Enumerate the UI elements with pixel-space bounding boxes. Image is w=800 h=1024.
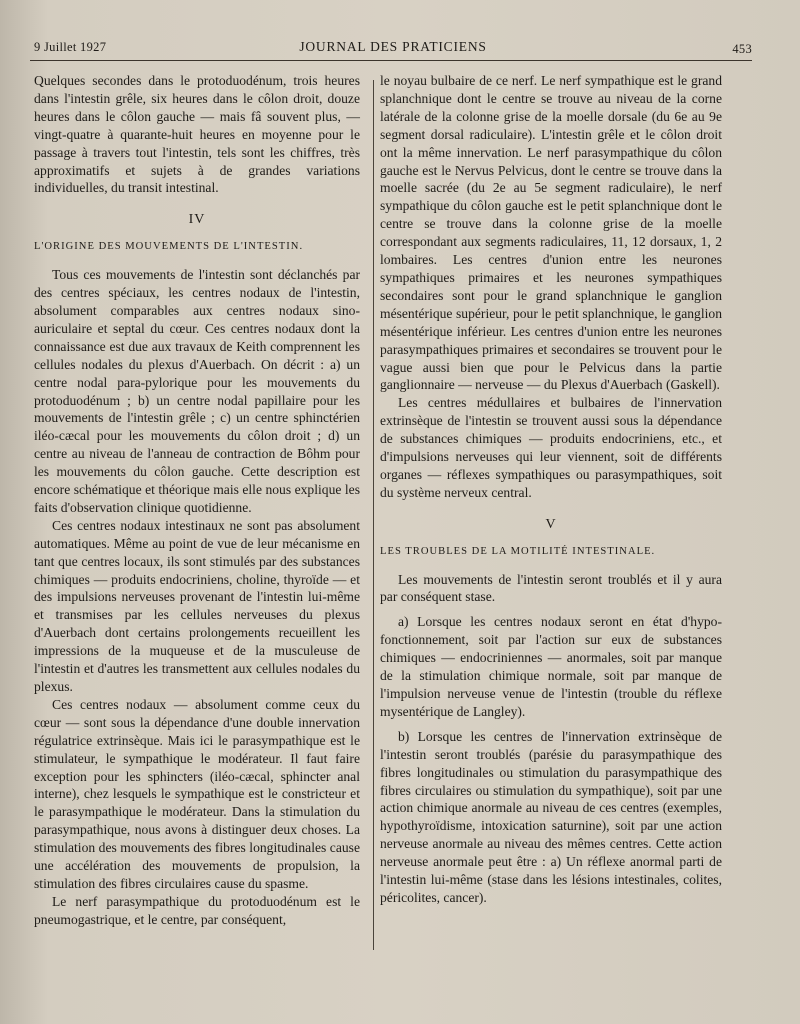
- paragraph: Ces centres nodaux — absolument comme ceux du cœur — sont sous la dépendance d'une double innervation régulatrice extrinsèque. Mais ici le parasympathique est le stimulateur, le sympathique le modérateur. Il faut faire exception pour les sphincters (iléo-cæcal, sphincter anal interne), chez lesquels le sympathique est le constricteur et le parasympathique le modérateur. Dans la stimulation du parasympathique, nous avons à distinguer deux choses. La stimulation des mouvements des fibres longitudinales cause une accélération des mouvements de propulsion, la stimulation des fibres circulaires cause du spasme.: [34, 696, 360, 891]
- journal-title: JOURNAL DES PRATICIENS: [299, 39, 487, 54]
- section-title: LES TROUBLES DE LA MOTILITÉ INTESTINALE.: [380, 545, 656, 557]
- right-column: [380, 72, 722, 907]
- paragraph: Tous ces mouvements de l'intestin sont déclanchés par des centres spéciaux, les centres nodaux de l'intestin, absolument comparables aux centres nodaux sino-auriculaire et septal du cœur. Ces centres nodaux dont la connaissance est due aux travaux de Keith comprennent les cellules nodales du plexus d'Auerbach. On décrit : a) un centre nodal para-pylorique pour les mouvements du protoduodénum ; b) un centre nodal papillaire pour les mouvements de l'intestin grêle ; c) un centre sphinctérien iléo-cæcal pour les mouvements du côlon droit ; d) un centre au niveau de l'anneau de contraction de Bôhm pour les mouvements du côlon gauche. Cette description est encore schématique et théorique mais elle nous explique les faits d'observation clinique quotidienne.: [34, 267, 360, 515]
- column-divider: [373, 80, 374, 950]
- header-rule: [30, 60, 752, 61]
- paragraph: Les centres médullaires et bulbaires de l'innervation extrinsèque de l'intestin se trouvent aussi sous la dépendance de substances chimiques — produits endocriniens, etc., et d'impulsions nerveuses qui leur viennent, soit de différents organes — réflexes sympathiques ou parasympathiques, soit du système nerveux central.: [380, 395, 722, 500]
- paragraph: le noyau bulbaire de ce nerf. Le nerf sympathique est le grand splanchnique dont le centre se trouve au niveau de la corne latérale de la colonne grise de la moelle dorsale (du 6e au 9e segment dorsal radiculaire). L'intestin grêle et le côlon droit ont la même innervation. Le nerf parasympathique du côlon gauche est le Nervus Pelvicus, dont le centre se trouve dans la moelle sacrée (du 2e au 5e segment radiculaire), le nerf sympathique du côlon gauche est le petit splanchnique dont le centre se trouve dans la colonne grise de la moelle correspondant aux segments radiculaires, 11, 12 dorsaux, 1, 2 lombaires. Les centres d'union entre les neurones sympathiques primaires et les neurones sympathiques secondaires sont pour le grand splanchnique le ganglion mésentérique supérieur, pour le petit splanchnique, le ganglion mésentérique inférieur. Les centres d'union entre les neurones parasympathiques primaires et secondaires se trouvent pour le vague aussi bien que pour le Pelvicus dans la partie ganglionnaire — nerveuse — du Plexus d'Auerbach (Gaskell).: [380, 73, 722, 393]
- paragraph: a) Lorsque les centres nodaux seront en état d'hypo-fonctionnement, soit par l'action sur eux de substances chimiques — endocriniennes — anormales, soit par manque de la stimulation chimique normale, soit par manque de l'impulsion nerveuse venue de l'intestin (trouble du réflexe mysentérique de Langley).: [380, 614, 722, 719]
- paragraph: Les mouvements de l'intestin seront troublés et il y aura par conséquent stase.: [380, 571, 722, 605]
- section-number: V: [545, 516, 557, 532]
- paragraph: Le nerf parasympathique du protoduodénum est le pneumogastrique, et le centre, par conséquent,: [34, 893, 360, 927]
- section-title: L'ORIGINE DES MOUVEMENTS DE L'INTESTIN.: [34, 241, 304, 253]
- issue-date: 9 Juillet 1927: [34, 40, 107, 54]
- page-number: 453: [732, 42, 752, 56]
- section-number: IV: [188, 212, 206, 228]
- page-header: [34, 38, 752, 58]
- paragraph: b) Lorsque les centres de l'innervation extrinsèque de l'intestin seront troublés (parésie du parasympathique des fibres longitudinales ou stimulation du parasympathique des fibres circulaires ou stimulation du sympathique), soit par une action chimique anormale au niveau de ces centres (exemples, hypothyroïdisme, intoxication saturnine), soit par une action nerveuse anormale au niveau des mêmes centres. Cette action nerveuse anormale peut être : a) Un réflexe anormal parti de l'intestin lui-même (stase dans les lésions intestinales, colites, péricolites, cancer).: [380, 728, 722, 905]
- left-column: [34, 72, 360, 929]
- paragraph: Quelques secondes dans le protoduodénum, trois heures dans l'intestin grêle, six heures dans le côlon droit, douze heures dans le côlon gauche — mais fâ souvent plus, — vingt-quatre à quarante-huit heures en moyenne pour le passage à travers tout l'intestin, tels sont les chiffres, très approximatifs et sujets à de grandes variations individuelles, du transit intestinal.: [34, 73, 360, 196]
- paragraph: Ces centres nodaux intestinaux ne sont pas absolument automatiques. Même au point de vue de leur mécanisme en tant que centres locaux, ils sont stimulés par des substances chimiques — produits endocriniens, choline, thyroïde — et des impulsions nerveuses provenant de l'intestin lui-même et transmises par les cellules nerveuses du plexus d'Auerbach dont certains prolongements recueillent les impressions de la muqueuse et de la musculeuse de l'intestin et d'autres les transmettent aux cellules nodales du plexus.: [34, 517, 360, 694]
